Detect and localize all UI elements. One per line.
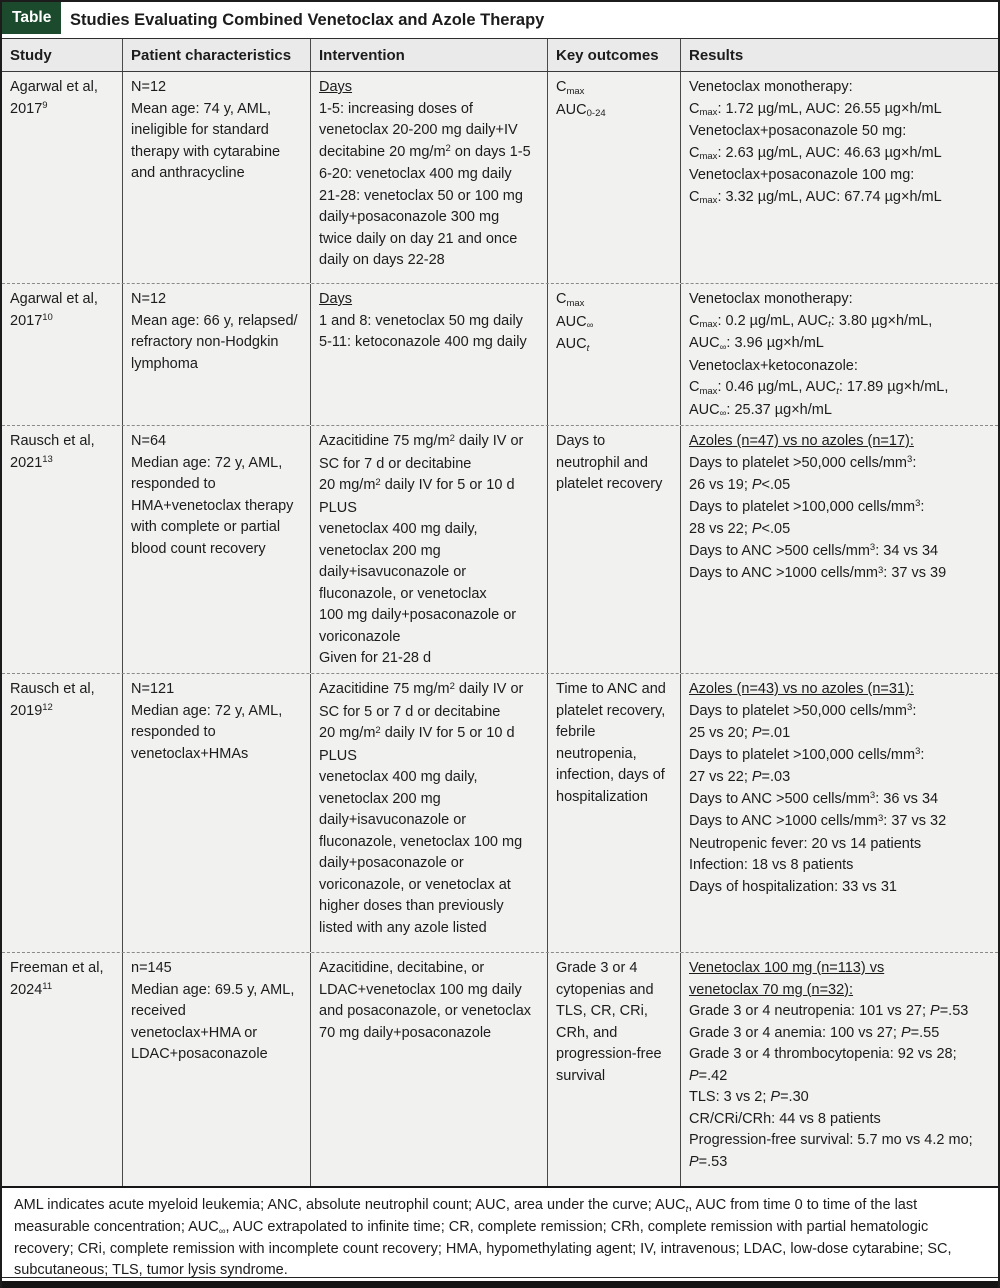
text-line: 100 mg daily+posaconazole or — [319, 607, 517, 623]
text-line: SC for 5 or 7 d or decitabine — [319, 703, 501, 720]
text-line: Infection: 18 vs 8 patients — [689, 857, 854, 873]
text-line: SC for 7 d or decitabine — [319, 455, 472, 472]
results-cell — [680, 674, 998, 952]
text-line: Cmax: 2.63 µg/mL, AUC: 46.63 µg×h/mL — [689, 144, 942, 163]
intervention-cell — [310, 72, 547, 283]
text-line: Days to ANC >500 cells/$mm^3$: 34 vs 34 — [689, 542, 939, 559]
bottom-rule-bar — [2, 1281, 998, 1288]
text-line: Azoles (n=47) vs no azoles (n=17): — [689, 433, 914, 449]
text-line: twice daily on day 21 and once — [319, 230, 518, 247]
text-line: AUC0-24 — [556, 101, 606, 120]
text-line: venetoclax 400 mg daily, — [319, 521, 478, 537]
text-line: 70 mg daily+posaconazole — [319, 1024, 492, 1041]
study-cell — [2, 426, 122, 673]
text-line: Cmax: 0.2 µg/mL, AUCt: 3.80 µg×h/mL, — [689, 312, 933, 331]
text-line: Azacitidine, decitabine, or — [319, 960, 485, 976]
intervention-cell — [310, 953, 547, 1186]
intervention-cell — [310, 284, 547, 425]
text-line: Neutropenic fever: 20 vs 14 patients — [689, 835, 922, 852]
text-line: Days to ANC >1000 cells/$mm^3$: 37 vs 39 — [689, 564, 947, 581]
text-line: 27 vs 22; P=.03 — [689, 769, 791, 785]
text-line: Days to platelet >50,000 cells/$mm^3$: — [689, 702, 917, 719]
text-line: Cmax — [556, 291, 585, 309]
text-line: daily+isavuconazole or — [319, 564, 467, 580]
text-line: Median age: 72 y, AML, — [131, 702, 283, 719]
text-line: TLS: 3 vs 2; P=.30 — [689, 1089, 809, 1105]
text-line: Venetoclax+posaconazole 50 mg: — [689, 123, 907, 139]
text-line: Rausch et al, — [10, 681, 95, 697]
text-line: AUC∞: 3.96 µg×h/mL — [689, 335, 824, 353]
text-line: fluconazole, or venetoclax — [319, 585, 487, 602]
text-line: platelet recovery, — [556, 702, 666, 719]
text-line: venetoclax 400 mg daily, — [319, 769, 478, 785]
text-line: venetoclax 20-200 mg daily+IV — [319, 122, 518, 138]
text-line: Time to ANC and — [556, 681, 666, 697]
table-badge: Table — [2, 2, 61, 34]
text-line: Freeman et al, — [10, 960, 104, 976]
text-line: HMA+venetoclax therapy — [131, 497, 294, 514]
text-line: progression-free — [556, 1046, 662, 1062]
text-line: 26 vs 19; P<.05 — [689, 477, 791, 493]
text-line: 2019$^{12}$ — [10, 702, 53, 719]
text-line: Grade 3 or 4 neutropenia: 101 vs 27; P=.53 — [689, 1003, 969, 1019]
text-line: Cmax: 1.72 µg/mL, AUC: 26.55 µg×h/mL — [689, 100, 942, 119]
text-line: AML indicates acute myeloid leukemia; ANC, absolute neutrophil count; AUC, area under the curve; AUCt, AUC from time 0 to time of the last measurable concentration; AUC∞, AUC extrapolated to infinite time; CR, complete remission; CRh, complete remission with partial hematologic recovery; CRi, complete remission with incomplete count recovery; HMA, hypomethylating agent; IV, intravenous; LDAC, low-dose cytarabine; SC, subcutaneous; TLS, tumor lysis syndrome. — [14, 1197, 952, 1278]
text-line: decitabine 20 $mg/m^2$ on days 1-5 — [319, 143, 531, 160]
intervention-cell — [310, 426, 547, 673]
text-line: 2017$^9$ — [10, 100, 48, 117]
table-row — [2, 952, 998, 1186]
text-line: Grade 3 or 4 anemia: 100 vs 27; P=.55 — [689, 1024, 940, 1041]
text-line: ineligible for standard — [131, 122, 269, 138]
text-line: Venetoclax monotherapy: — [689, 291, 853, 307]
text-line: N=121 — [131, 681, 175, 697]
text-line: Median age: 72 y, AML, — [131, 454, 283, 471]
text-line: Days to platelet >100,000 cells/$mm^3$: — [689, 746, 925, 763]
key-outcomes-cell — [547, 674, 680, 952]
text-line: Days — [319, 291, 353, 307]
text-line: venetoclax+HMA or — [131, 1024, 258, 1041]
text-line: P=.53 — [689, 1153, 728, 1170]
text-line: Given for 21-28 d — [319, 650, 432, 666]
text-line: 1-5: increasing doses of — [319, 100, 473, 117]
text-line: daily on days 22-28 — [319, 252, 445, 268]
text-line: and posaconazole, or venetoclax — [319, 1003, 532, 1019]
text-line: AUCt — [556, 336, 590, 354]
text-line: N=64 — [131, 433, 167, 449]
text-line: 2024$^{11}$ — [10, 981, 53, 998]
study-cell — [2, 72, 122, 283]
text-line: PLUS — [319, 747, 357, 764]
study-cell — [2, 284, 122, 425]
text-line: N=12 — [131, 291, 167, 307]
text-line: TLS, CR, CRi, — [556, 1003, 648, 1019]
text-line: 2017$^{10}$ — [10, 312, 53, 329]
study-cell — [2, 674, 122, 952]
text-line: with complete or partial — [131, 519, 281, 535]
text-line: venetoclax 70 mg (n=32): — [689, 981, 854, 998]
footnote-text — [14, 1195, 986, 1281]
table-body — [2, 72, 998, 1186]
text-line: Venetoclax monotherapy: — [689, 79, 853, 95]
text-line: P=.42 — [689, 1067, 728, 1084]
text-line: Mean age: 66 y, relapsed/ — [131, 312, 298, 329]
text-line: 20 $mg/m^2$ daily IV for 5 or 10 d — [319, 724, 515, 741]
patient-characteristics-cell — [122, 284, 310, 425]
table-row — [2, 72, 998, 283]
text-line: infection, days of — [556, 767, 665, 783]
patient-characteristics-cell — [122, 72, 310, 283]
text-line: neutrophil and — [556, 454, 648, 471]
text-line: daily+posaconazole 300 mg — [319, 209, 500, 225]
table-row — [2, 283, 998, 425]
table-title-bar — [2, 2, 998, 39]
text-line: Agarwal et al, — [10, 291, 98, 307]
text-line: fluconazole, venetoclax 100 mg — [319, 833, 523, 850]
text-line: Days — [319, 79, 353, 95]
text-line: 2021$^{13}$ — [10, 454, 53, 471]
text-line: CRh, and — [556, 1024, 618, 1041]
text-line: Venetoclax 100 mg (n=113) vs — [689, 960, 885, 976]
text-line: received — [131, 1003, 186, 1019]
table-row — [2, 673, 998, 952]
text-line: refractory non-Hodgkin — [131, 334, 279, 350]
text-line: venetoclax+HMAs — [131, 745, 249, 762]
text-line: blood count recovery — [131, 540, 266, 557]
text-line: Azacitidine 75 $mg/m^2$ daily IV or — [319, 680, 524, 697]
text-line: venetoclax 200 mg — [319, 542, 441, 559]
text-line: voriconazole — [319, 628, 401, 645]
text-line: higher doses than previously — [319, 898, 504, 914]
text-line: Progression-free survival: 5.7 mo vs 4.2 mo; — [689, 1132, 973, 1148]
column-header-row — [2, 39, 998, 72]
text-line: venetoclax 200 mg — [319, 790, 441, 807]
text-line: daily+posaconazole or — [319, 855, 464, 871]
text-line: 5-11: ketoconazole 400 mg daily — [319, 334, 527, 350]
text-line: Days to ANC >1000 cells/$mm^3$: 37 vs 32 — [689, 812, 947, 829]
table-title: Studies Evaluating Combined Venetoclax and Azole Therapy — [70, 10, 545, 29]
column-header-study: Study — [10, 46, 52, 64]
footer-divider — [2, 1277, 998, 1278]
intervention-cell — [310, 674, 547, 952]
text-line: AUC∞: 25.37 µg×h/mL — [689, 401, 832, 420]
text-line: AUC∞ — [556, 313, 594, 332]
text-line: CR/CRi/CRh: 44 vs 8 patients — [689, 1110, 881, 1127]
text-line: neutropenia, — [556, 745, 637, 762]
text-line: 1 and 8: venetoclax 50 mg daily — [319, 312, 523, 329]
study-cell — [2, 953, 122, 1186]
patient-characteristics-cell — [122, 953, 310, 1186]
text-line: 21-28: venetoclax 50 or 100 mg — [319, 187, 523, 204]
text-line: Azoles (n=43) vs no azoles (n=31): — [689, 681, 914, 697]
column-header-key-outcomes: Key outcomes — [547, 39, 680, 71]
text-line: and anthracycline — [131, 165, 245, 181]
text-line: Cmax: 3.32 µg/mL, AUC: 67.74 µg×h/mL — [689, 188, 942, 207]
results-cell — [680, 284, 998, 425]
text-line: N=12 — [131, 79, 167, 95]
text-line: Days to platelet >50,000 cells/$mm^3$: — [689, 454, 917, 471]
text-line: Agarwal et al, — [10, 79, 98, 95]
table-footer — [2, 1186, 998, 1288]
text-line: febrile — [556, 724, 596, 740]
patient-characteristics-cell — [122, 674, 310, 952]
text-line: Grade 3 or 4 thrombocytopenia: 92 vs 28; — [689, 1046, 957, 1062]
text-line: Median age: 69.5 y, AML, — [131, 981, 295, 998]
column-header-intervention: Intervention — [310, 39, 547, 71]
text-line: responded to — [131, 724, 216, 740]
text-line: Days to — [556, 433, 606, 449]
text-line: PLUS — [319, 499, 357, 516]
text-line: responded to — [131, 476, 216, 492]
text-line: 6-20: venetoclax 400 mg daily — [319, 166, 512, 182]
key-outcomes-cell — [547, 953, 680, 1186]
text-line: Cmax — [556, 79, 585, 97]
text-line: hospitalization — [556, 788, 648, 805]
text-line: Grade 3 or 4 — [556, 960, 638, 976]
key-outcomes-cell — [547, 284, 680, 425]
text-line: therapy with cytarabine — [131, 143, 281, 160]
key-outcomes-cell — [547, 72, 680, 283]
text-line: Mean age: 74 y, AML, — [131, 100, 271, 117]
text-line: listed with any azole listed — [319, 919, 487, 936]
text-line: Cmax: 0.46 µg/mL, AUCt: 17.89 µg×h/mL, — [689, 379, 949, 397]
patient-characteristics-cell — [122, 426, 310, 673]
text-line: survival — [556, 1067, 606, 1084]
text-line: platelet recovery — [556, 476, 663, 492]
text-line: LDAC+posaconazole — [131, 1046, 268, 1062]
text-line: lymphoma — [131, 355, 198, 372]
text-line: Days to ANC >500 cells/$mm^3$: 36 vs 34 — [689, 790, 939, 807]
text-line: voriconazole, or venetoclax at — [319, 876, 511, 893]
key-outcomes-cell — [547, 426, 680, 673]
text-line: daily+isavuconazole or — [319, 812, 467, 828]
column-header-results: Results — [680, 39, 998, 71]
text-line: Azacitidine 75 $mg/m^2$ daily IV or — [319, 432, 524, 449]
text-line: Days of hospitalization: 33 vs 31 — [689, 878, 897, 895]
results-cell — [680, 426, 998, 673]
text-line: Venetoclax+ketoconazole: — [689, 357, 858, 374]
text-line: 28 vs 22; P<.05 — [689, 521, 791, 537]
results-cell — [680, 953, 998, 1186]
text-line: n=145 — [131, 960, 172, 976]
table-row — [2, 425, 998, 673]
results-cell — [680, 72, 998, 283]
text-line: Days to platelet >100,000 cells/$mm^3$: — [689, 498, 925, 515]
column-header-patient-characteristics: Patient characteristics — [122, 39, 310, 71]
text-line: Venetoclax+posaconazole 100 mg: — [689, 167, 915, 183]
text-line: Rausch et al, — [10, 433, 95, 449]
text-line: cytopenias and — [556, 981, 654, 998]
text-line: 20 $mg/m^2$ daily IV for 5 or 10 d — [319, 476, 515, 493]
text-line: LDAC+venetoclax 100 mg daily — [319, 981, 522, 998]
text-line: 25 vs 20; P=.01 — [689, 725, 791, 741]
